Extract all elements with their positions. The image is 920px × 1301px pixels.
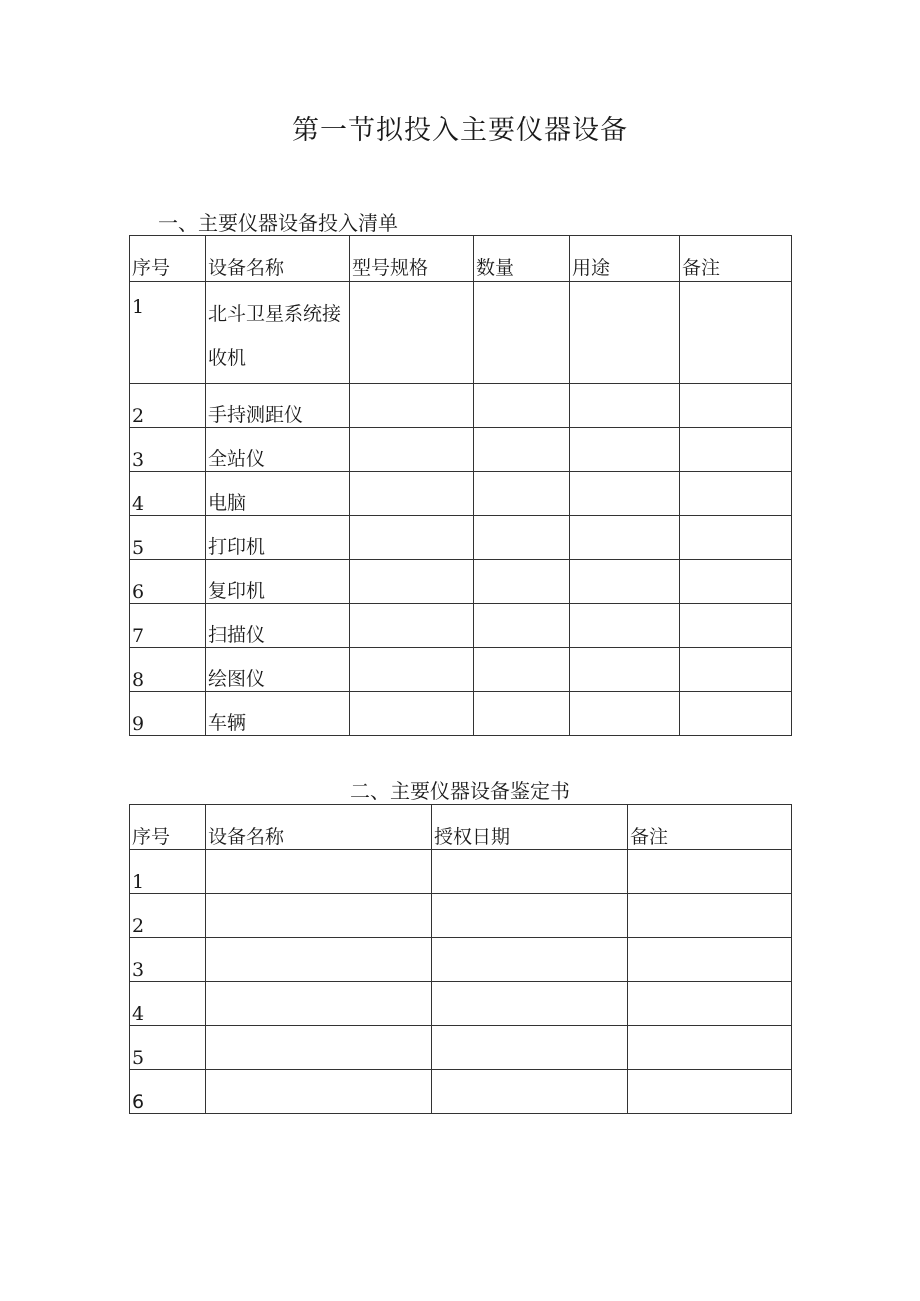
table-row: [130, 938, 792, 982]
device-name: 电脑: [206, 472, 350, 516]
row-number: 1: [130, 850, 206, 894]
device-name: 打印机: [206, 516, 350, 560]
model-spec-cell: [350, 516, 474, 560]
table-row: [130, 1070, 792, 1114]
authorization-date-cell: [432, 938, 628, 982]
remarks-cell: [680, 604, 792, 648]
quantity-cell: [474, 428, 570, 472]
row-number: 5: [130, 1026, 206, 1070]
remarks-cell: [628, 1070, 792, 1114]
section-heading-appraisal: 二、主要仪器设备鉴定书: [350, 779, 570, 803]
remarks-cell: [628, 982, 792, 1026]
quantity-cell: [474, 648, 570, 692]
purpose-cell: [570, 428, 680, 472]
table-header-row: [130, 805, 792, 850]
quantity-cell: [474, 282, 570, 384]
appraisal-table: [129, 804, 792, 1114]
table-row: [130, 472, 792, 516]
purpose-cell: [570, 472, 680, 516]
column-header-purpose: 用途: [570, 236, 680, 282]
row-number: 3: [130, 428, 206, 472]
quantity-cell: [474, 604, 570, 648]
purpose-cell: [570, 604, 680, 648]
quantity-cell: [474, 516, 570, 560]
model-spec-cell: [350, 648, 474, 692]
quantity-cell: [474, 692, 570, 736]
row-number: 8: [130, 648, 206, 692]
row-number: 2: [130, 384, 206, 428]
remarks-cell: [680, 560, 792, 604]
remarks-cell: [680, 428, 792, 472]
column-header-model-spec: 型号规格: [350, 236, 474, 282]
table-row: [130, 384, 792, 428]
table-row: [130, 282, 792, 384]
remarks-cell: [628, 1026, 792, 1070]
row-number: 3: [130, 938, 206, 982]
remarks-cell: [680, 516, 792, 560]
remarks-cell: [680, 648, 792, 692]
model-spec-cell: [350, 604, 474, 648]
table-row: [130, 428, 792, 472]
authorization-date-cell: [432, 982, 628, 1026]
table-row: [130, 560, 792, 604]
purpose-cell: [570, 560, 680, 604]
authorization-date-cell: [432, 850, 628, 894]
quantity-cell: [474, 384, 570, 428]
device-name: 北斗卫星系统接收机: [208, 303, 342, 369]
device-name-cell: [206, 894, 432, 938]
table-row: [130, 1026, 792, 1070]
row-number: 2: [130, 894, 206, 938]
row-number: 7: [130, 604, 206, 648]
device-name-cell: [206, 1026, 432, 1070]
purpose-cell: [570, 648, 680, 692]
remarks-cell: [680, 692, 792, 736]
remarks-cell: [628, 938, 792, 982]
column-header-quantity: 数量: [474, 236, 570, 282]
row-number: 6: [130, 1070, 206, 1114]
column-header-device-name: 设备名称: [206, 236, 350, 282]
remarks-cell: [680, 282, 792, 384]
column-header-authorization-date: 授权日期: [432, 805, 628, 850]
column-header-remarks: 备注: [628, 805, 792, 850]
device-name: 绘图仪: [206, 648, 350, 692]
model-spec-cell: [350, 472, 474, 516]
page-title: 第一节拟投入主要仪器设备: [292, 115, 628, 146]
table-row: [130, 894, 792, 938]
device-name: 全站仪: [206, 428, 350, 472]
purpose-cell: [570, 282, 680, 384]
row-number: 9: [130, 692, 206, 736]
section-heading-equipment-list: 一、主要仪器设备投入清单: [158, 211, 398, 235]
device-name-cell: [206, 982, 432, 1026]
device-name: 车辆: [206, 692, 350, 736]
column-header-device-name: 设备名称: [206, 805, 432, 850]
model-spec-cell: [350, 428, 474, 472]
row-number: 5: [130, 516, 206, 560]
table-row: [130, 850, 792, 894]
equipment-list-table: [129, 235, 792, 736]
device-name-cell: [206, 1070, 432, 1114]
table-row: [130, 648, 792, 692]
model-spec-cell: [350, 692, 474, 736]
device-name: 复印机: [206, 560, 350, 604]
quantity-cell: [474, 560, 570, 604]
model-spec-cell: [350, 282, 474, 384]
authorization-date-cell: [432, 1070, 628, 1114]
table-row: [130, 516, 792, 560]
table-row: [130, 692, 792, 736]
model-spec-cell: [350, 560, 474, 604]
device-name-cell: [206, 938, 432, 982]
remarks-cell: [628, 894, 792, 938]
row-number: 1: [130, 282, 206, 384]
device-name: 扫描仪: [206, 604, 350, 648]
row-number: 4: [130, 982, 206, 1026]
column-header-remarks: 备注: [680, 236, 792, 282]
purpose-cell: [570, 384, 680, 428]
purpose-cell: [570, 516, 680, 560]
purpose-cell: [570, 692, 680, 736]
remarks-cell: [680, 384, 792, 428]
model-spec-cell: [350, 384, 474, 428]
table-row: [130, 604, 792, 648]
remarks-cell: [628, 850, 792, 894]
column-header-number: 序号: [130, 805, 206, 850]
device-name: 手持测距仪: [206, 384, 350, 428]
remarks-cell: [680, 472, 792, 516]
device-name-cell: [206, 850, 432, 894]
table-row: [130, 982, 792, 1026]
device-name-cell: [206, 282, 350, 384]
row-number: 6: [130, 560, 206, 604]
column-header-number: 序号: [130, 236, 206, 282]
authorization-date-cell: [432, 1026, 628, 1070]
row-number: 4: [130, 472, 206, 516]
table-header-row: [130, 236, 792, 282]
authorization-date-cell: [432, 894, 628, 938]
quantity-cell: [474, 472, 570, 516]
